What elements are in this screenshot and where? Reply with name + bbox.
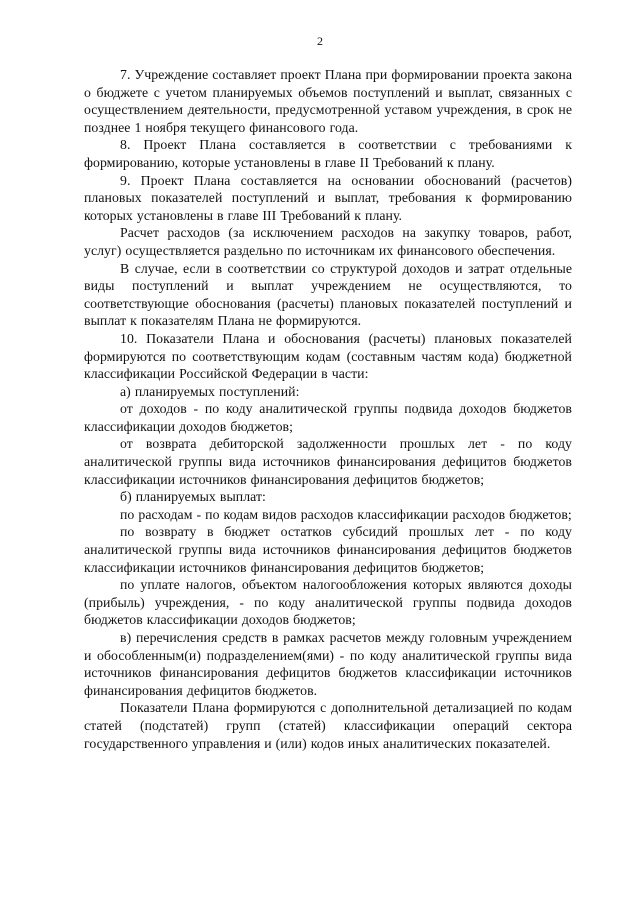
item-b-heading: б) планируемых выплат: xyxy=(120,489,266,505)
item-b-taxes: по уплате налогов, объектом налогообложения которых являются доходы (прибыль) учреждения, - по коду аналитической группы подвида доходов бюджетов классификации доходов бюджетов; xyxy=(84,577,572,628)
paragraph-exceptions: В случае, если в соответствии со структурой доходов и затрат отдельные виды поступлений и выплат учреждением не осуществляются, то соответствующие обоснования (расчеты) плановых показателей поступлений и выплат к показателям Плана не формируются. xyxy=(84,260,572,329)
paragraph-7: 7. Учреждение составляет проект Плана при формировании проекта закона о бюджете с учетом планируемых объемов поступлений и выплат, связанных с осуществлением деятельности, предусмотренной уставом учреждения, в срок не позднее 1 ноября текущего финансового года. xyxy=(84,67,572,135)
paragraph-9: 9. Проект Плана составляется на основании обоснований (расчетов) плановых показателей поступлений и выплат, требования к формированию которых установлены в главе III Требований к плану. xyxy=(84,172,572,223)
paragraph-10: 10. Показатели Плана и обоснования (расчеты) плановых показателей формируются по соответствующим кодам (составным частям кода) бюджетной классификации Российской Федерации в части: xyxy=(84,330,572,382)
item-a-income: от доходов - по коду аналитической группы подвида доходов бюджетов классификации доходов бюджетов; xyxy=(84,401,572,434)
item-b-expenses: по расходам - по кодам видов расходов классификации расходов бюджетов; xyxy=(120,506,572,522)
paragraph-detailing: Показатели Плана формируются с дополнительной детализацией по кодам статей (подстатей) групп (статей) классификации операций сектора государственного управления и (или) кодов иных аналитических показателей. xyxy=(84,700,572,751)
page-number: 2 xyxy=(317,34,323,48)
paragraph-expense-calculation: Расчет расходов (за исключением расходов на закупку товаров, работ, услуг) осуществляется раздельно по источникам их финансового обеспечения. xyxy=(84,225,572,258)
paragraph-8: 8. Проект Плана составляется в соответствии с требованиями к формированию, которые установлены в главе II Требований к плану. xyxy=(84,137,572,170)
item-a-heading: а) планируемых поступлений: xyxy=(120,383,300,399)
item-b-subsidy-return: по возврату в бюджет остатков субсидий прошлых лет - по коду аналитической группы вида источников финансирования дефицитов бюджетов классификации источников финансирования дефицитов бюджетов; xyxy=(84,524,572,575)
item-c-transfers: в) перечисления средств в рамках расчетов между головным учреждением и обособленным(и) подразделением(ями) - по коду аналитической группы вида источников финансирования дефицитов бюджетов классификации источников финансирования дефицитов бюджетов. xyxy=(84,630,572,698)
item-a-receivables: от возврата дебиторской задолженности прошлых лет - по коду аналитической группы вида источников финансирования дефицитов бюджетов классификации источников финансирования дефицитов бюджетов; xyxy=(84,436,572,487)
document-body xyxy=(84,66,572,752)
